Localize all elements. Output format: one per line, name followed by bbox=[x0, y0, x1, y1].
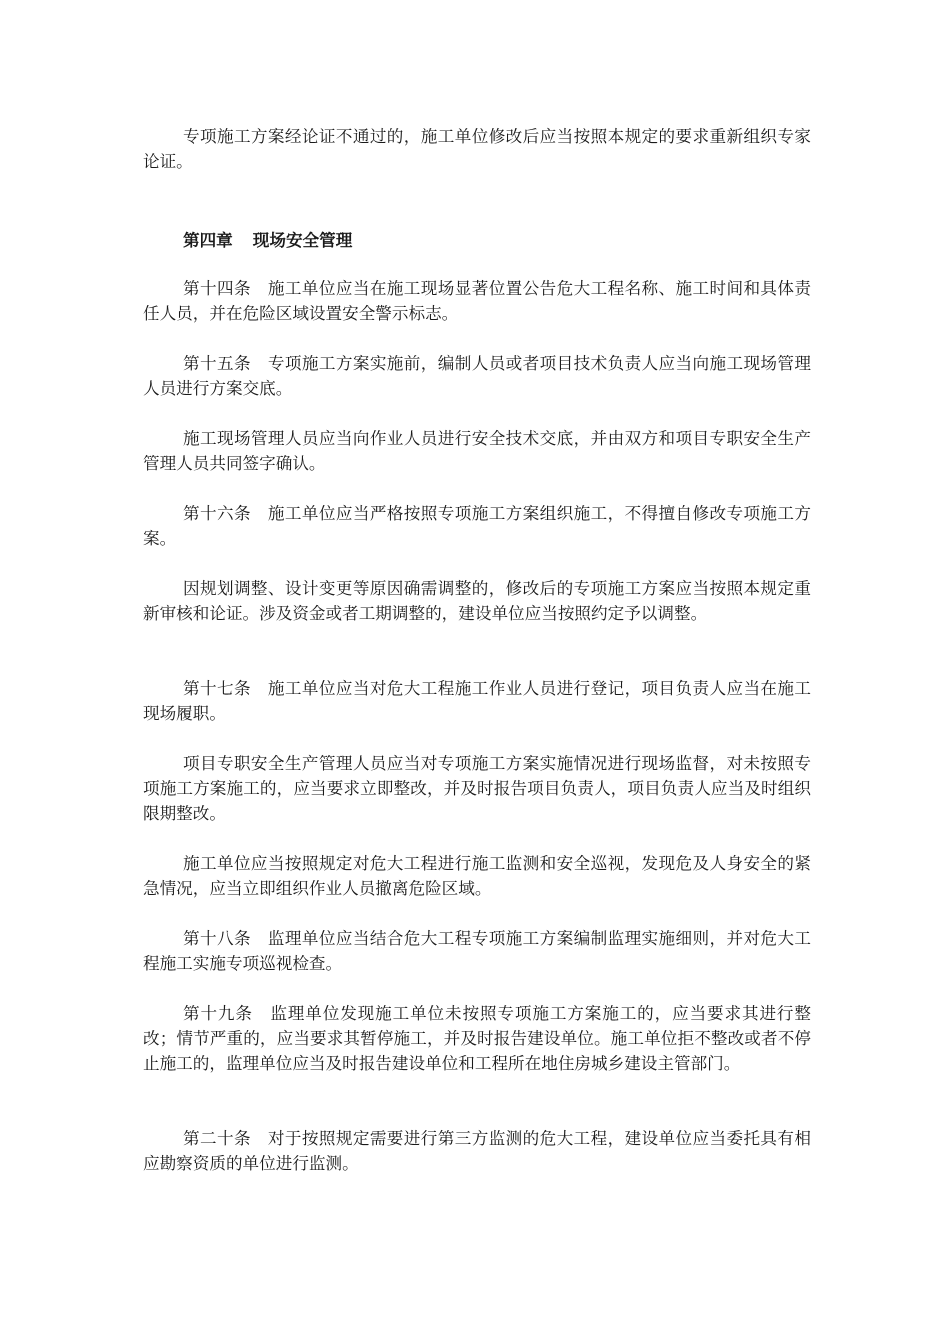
article-19: 第十九条 监理单位发现施工单位未按照专项施工方案施工的，应当要求其进行整改；情节严重的，应当要求其暂停施工，并及时报告建设单位。施工单位拒不整改或者不停止施工的，监理单位应当及时报告建设单位和工程所在地住房城乡建设主管部门。 bbox=[143, 1004, 811, 1073]
article-17-para-2: 项目专职安全生产管理人员应当对专项施工方案实施情况进行现场监督，对未按照专项施工方案施工的，应当要求立即整改，并及时报告项目负责人，项目负责人应当及时组织限期整改。 bbox=[143, 754, 811, 823]
paragraph-expert-review: 专项施工方案经论证不通过的，施工单位修改后应当按照本规定的要求重新组织专家论证。 bbox=[143, 127, 811, 171]
article-20: 第二十条 对于按照规定需要进行第三方监测的危大工程，建设单位应当委托具有相应勘察资质的单位进行监测。 bbox=[143, 1129, 811, 1173]
article-15: 第十五条 专项施工方案实施前，编制人员或者项目技术负责人应当向施工现场管理人员进行方案交底。 bbox=[143, 354, 811, 398]
chapter-title: 现场安全管理 bbox=[252, 230, 353, 250]
article-18: 第十八条 监理单位应当结合危大工程专项施工方案编制监理实施细则，并对危大工程施工实施专项巡视检查。 bbox=[143, 929, 811, 973]
article-17-para-3: 施工单位应当按照规定对危大工程进行施工监测和安全巡视，发现危及人身安全的紧急情况，应当立即组织作业人员撤离危险区域。 bbox=[143, 854, 811, 898]
chapter-heading bbox=[183, 228, 352, 253]
article-17: 第十七条 施工单位应当对危大工程施工作业人员进行登记，项目负责人应当在施工现场履职。 bbox=[143, 679, 811, 723]
article-16-para-2: 因规划调整、设计变更等原因确需调整的，修改后的专项施工方案应当按照本规定重新审核和论证。涉及资金或者工期调整的，建设单位应当按照约定予以调整。 bbox=[143, 579, 811, 623]
article-15-para-2: 施工现场管理人员应当向作业人员进行安全技术交底，并由双方和项目专职安全生产管理人员共同签字确认。 bbox=[143, 429, 811, 473]
chapter-number: 第四章 bbox=[183, 230, 233, 250]
article-14: 第十四条 施工单位应当在施工现场显著位置公告危大工程名称、施工时间和具体责任人员，并在危险区域设置安全警示标志。 bbox=[143, 279, 811, 323]
article-16: 第十六条 施工单位应当严格按照专项施工方案组织施工，不得擅自修改专项施工方案。 bbox=[143, 504, 811, 548]
